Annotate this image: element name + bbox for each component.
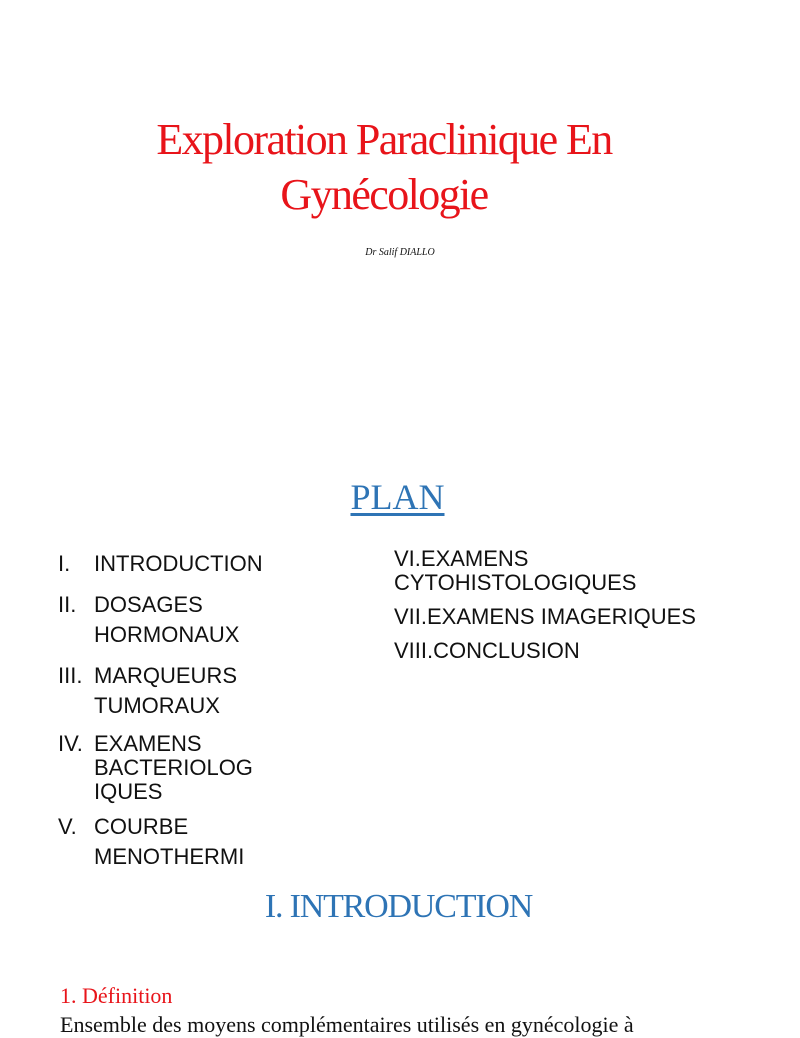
plan-item xyxy=(394,547,764,595)
plan-item xyxy=(394,605,764,629)
plan-item-text: BACTERIOLOG xyxy=(94,755,253,780)
plan-item-number: I. xyxy=(58,551,71,576)
plan-item xyxy=(58,590,358,650)
section-heading: I. INTRODUCTION xyxy=(264,888,533,925)
plan-list-right xyxy=(394,547,764,673)
subsection-heading: 1. Définition xyxy=(60,983,173,1008)
plan-item-text: CYTOHISTOLOGIQUES xyxy=(394,570,637,595)
plan-item-text: MARQUEURS xyxy=(94,663,238,688)
title-line-2: Gynécologie xyxy=(280,170,488,219)
document-title xyxy=(0,112,768,222)
plan-item xyxy=(58,661,358,721)
plan-item-text: INTRODUCTION xyxy=(94,551,263,576)
plan-heading: PLAN xyxy=(350,477,445,517)
plan-item-text: VII.EXAMENS IMAGERIQUES xyxy=(394,604,696,629)
plan-item-number: III. xyxy=(58,663,83,688)
plan-item-text: HORMONAUX xyxy=(94,622,240,647)
plan-item-text: MENOTHERMI xyxy=(94,844,245,869)
plan-item xyxy=(394,639,764,663)
body-paragraph: Ensemble des moyens complémentaires utilisés en gynécologie à xyxy=(60,1012,634,1037)
plan-item-text: EXAMENS xyxy=(94,731,202,756)
plan-item-text: VIII.CONCLUSION xyxy=(394,638,580,663)
plan-item xyxy=(58,732,358,804)
plan-item-number: II. xyxy=(58,592,77,617)
plan-item-text: VI.EXAMENS xyxy=(394,546,529,571)
title-line-1: Exploration Paraclinique En xyxy=(156,115,612,164)
plan-item-text: TUMORAUX xyxy=(94,693,220,718)
plan-item-text: COURBE xyxy=(94,814,189,839)
author-name: Dr Salif DIALLO xyxy=(365,247,435,258)
plan-item-text: IQUES xyxy=(94,779,163,804)
plan-item xyxy=(58,549,358,579)
plan-item-text: DOSAGES xyxy=(94,592,203,617)
plan-item xyxy=(58,812,358,872)
plan-list-left xyxy=(58,549,358,883)
plan-item-number: IV. xyxy=(58,731,83,756)
plan-item-number: V. xyxy=(58,814,77,839)
